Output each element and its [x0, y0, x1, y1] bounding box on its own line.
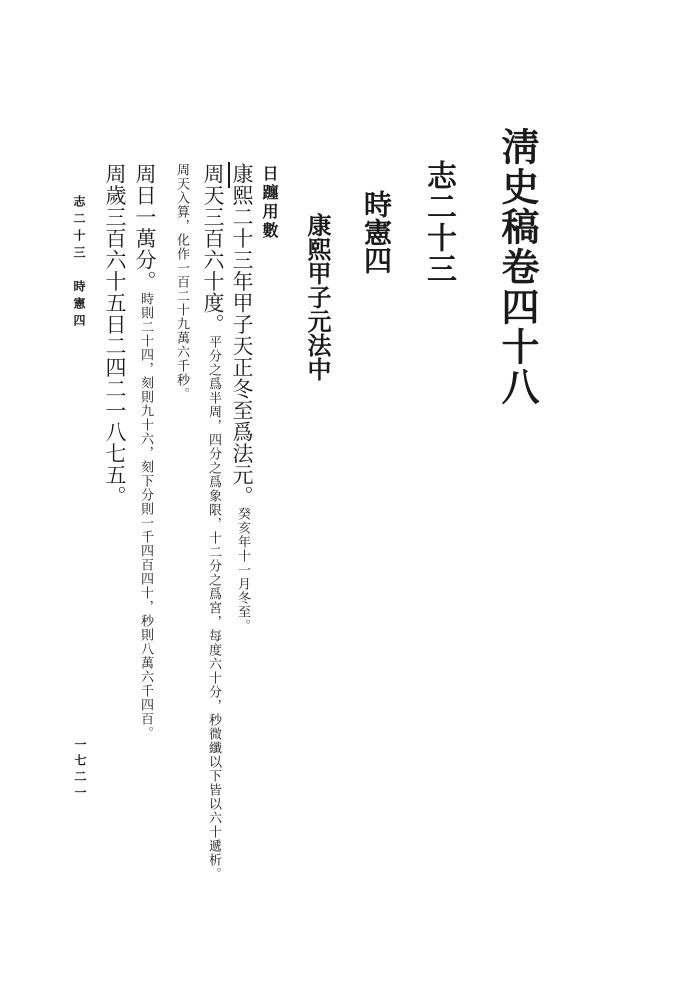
text-line-1 — [231, 163, 252, 633]
text-line-2 — [202, 163, 223, 881]
text-line-main: 周天三百六十度。 — [201, 163, 225, 335]
subsection-title: 時憲四 — [360, 190, 393, 274]
page-number: 一七二一 — [73, 738, 87, 802]
text-line-note: 癸亥年十一月冬至。 — [235, 507, 250, 633]
text-line-main: 康熙二十三年甲子天正冬至爲法元。 — [230, 163, 254, 507]
text-line-3: 周天入算，化作一百二十九萬六千秒。 — [174, 163, 189, 401]
text-line-note: 時則二十四，刻則九十六，刻下分則一千四百四十，秒則八萬六千四百。 — [138, 292, 153, 740]
section-title: 志二十三 — [421, 160, 456, 284]
text-line-5: 周歲三百六十五日二四二一八七五。 — [103, 163, 127, 507]
method-heading: 康熙甲子元法中 — [303, 213, 332, 381]
running-head: 志二十三 時憲四 — [72, 195, 86, 331]
text-line-main: 周日一萬分。 — [133, 163, 157, 292]
chapter-title: 淸史稿卷四十八 — [495, 127, 540, 407]
data-label: 日躔用數 — [260, 165, 279, 241]
text-line-4 — [134, 163, 155, 740]
text-line-note: 平分之爲半周，四分之爲象限，十二分之爲宮，每度六十分，秒微纖以下皆以六十遞析。 — [206, 335, 221, 881]
